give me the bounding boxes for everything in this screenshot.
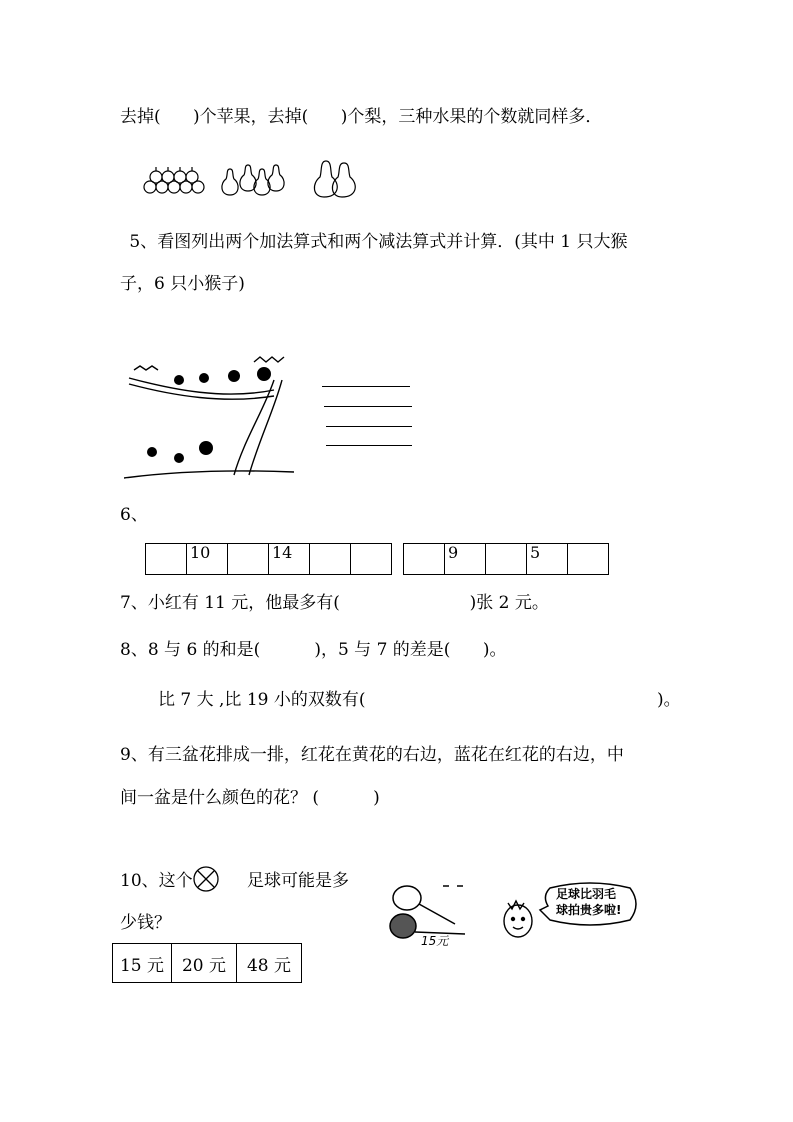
number-box: 9 (445, 544, 486, 575)
q7-line: 7、小红有 11 元，他最多有( )张 2 元。 (120, 593, 549, 613)
q6-number-boxes-1 (145, 543, 392, 575)
answer-line-4 (326, 445, 412, 446)
number-box: 14 (269, 544, 310, 575)
pears-icon (222, 165, 284, 195)
q8-line1: 8、8 与 6 的和是( )，5 与 7 的差是( )。 (120, 640, 507, 660)
answer-line-2 (324, 406, 412, 407)
q6-number-boxes-2 (403, 543, 609, 575)
racket-price: 15元 (421, 934, 449, 948)
price-option[interactable]: 48 元 (237, 944, 302, 983)
q6-label: 6、 (120, 505, 148, 525)
price-option[interactable]: 20 元 (172, 944, 237, 983)
price-option[interactable]: 15 元 (113, 944, 172, 983)
number-box[interactable] (146, 544, 187, 575)
number-box[interactable] (351, 544, 392, 575)
fruit-illustration (138, 155, 363, 200)
speech-text-2: 球拍贵多啦! (556, 903, 622, 917)
number-box[interactable] (568, 544, 609, 575)
q10-price-options (112, 943, 302, 983)
monkeys-tree-illustration (124, 350, 304, 485)
football-icon (192, 865, 220, 893)
third-fruit-icon (314, 161, 355, 197)
q10-line2: 少钱？ (120, 913, 171, 933)
q10-prefix: 10、这个 (120, 871, 193, 891)
number-box: 10 (187, 544, 228, 575)
q8-line2-end: )。 (657, 690, 681, 710)
number-box[interactable] (228, 544, 269, 575)
q4-tail-line: 去掉( )个苹果，去掉( )个梨，三种水果的个数就同样多． (120, 107, 603, 127)
number-box: 5 (527, 544, 568, 575)
answer-line-3 (326, 426, 412, 427)
number-box[interactable] (404, 544, 445, 575)
monkey-icon (147, 367, 271, 463)
q9-line2: 间一盆是什么颜色的花？ ( ) (120, 788, 380, 808)
q9-line1: 9、有三盆花排成一排，红花在黄花的右边，蓝花在红花的右边，中 (120, 745, 624, 765)
number-box[interactable] (310, 544, 351, 575)
answer-line-1 (322, 386, 410, 387)
q5-line1: 5、看图列出两个加法算式和两个减法算式并计算．(其中 1 只大猴 (124, 232, 628, 252)
q5-line2: 子，6 只小猴子) (120, 274, 245, 294)
q8-line2-start: 比 7 大 ,比 19 小的双数有( (158, 690, 366, 710)
character-icon (498, 893, 540, 941)
q10-suffix: 足球可能是多 (247, 871, 349, 891)
speech-text-1: 足球比羽毛 (556, 887, 617, 901)
number-box[interactable] (486, 544, 527, 575)
ground (124, 471, 294, 478)
apples-icon (144, 167, 204, 193)
